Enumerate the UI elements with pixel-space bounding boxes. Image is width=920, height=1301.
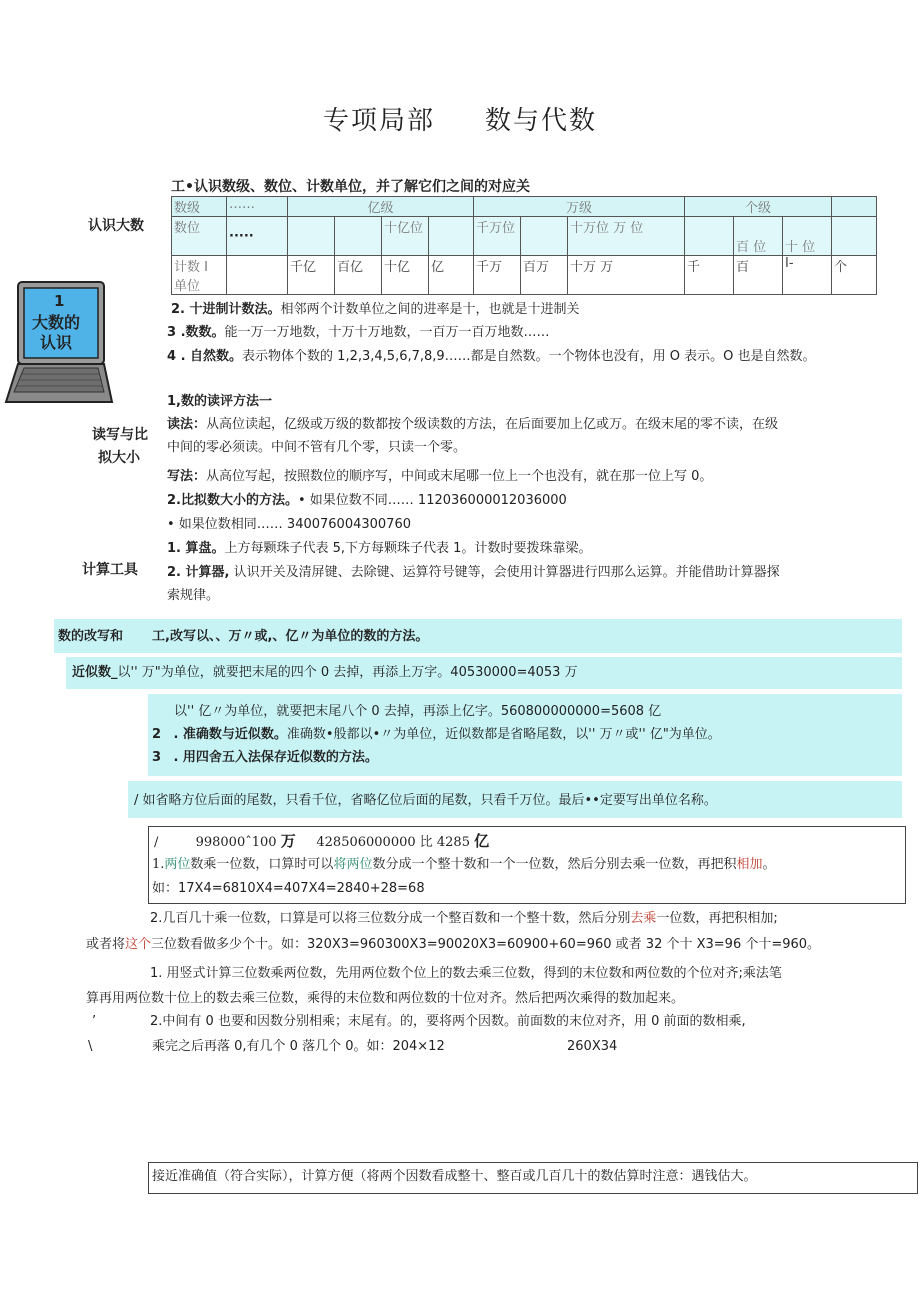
- box1-slash: /: [154, 835, 159, 850]
- approx-label: 近似数_: [72, 665, 118, 680]
- mult-para-2: [150, 908, 778, 930]
- number-units-table: [171, 196, 877, 295]
- table-cell: 百 位: [734, 217, 783, 256]
- tool-text: 认识开关及清屏键、去除键、运算符号键等，会使用计算器进行四那么运算。并能借助计算器探: [229, 565, 780, 580]
- mult-para-2-cont: [86, 934, 820, 956]
- table-cell: [227, 256, 288, 295]
- table-cell: 百万: [521, 256, 568, 295]
- compare-label: 2.比拟数大小的方法。: [167, 493, 298, 508]
- table-cell: 十万 万: [568, 256, 685, 295]
- table-row-label: 数位: [172, 217, 227, 256]
- title-left: 专项局部: [322, 106, 435, 136]
- table-cell: 十亿: [382, 256, 429, 295]
- box1-line-1: [154, 830, 489, 854]
- box1-unit: 万: [280, 832, 296, 850]
- write-text: 从高位写起，按照数位的顺序写，中间或末尾哪一位上一个也没有，就在那一位上写 0。: [206, 469, 713, 484]
- vertical-para-2-cont: 乘完之后再落 0,有几个 0 落几个 0。如：204×12: [152, 1039, 445, 1054]
- read-label: 读法：: [167, 417, 207, 432]
- mult-hl: 这个: [125, 937, 152, 952]
- item-text: 能一万一万地数，十万十万地数，一百万一百万地数……: [224, 325, 550, 340]
- vertical-para-1: 1. 用竖式计算三位数乘两位数，先用两位数个位上的数去乘三位数，得到的末位数和两位数的个位对齐;乘法笔: [150, 966, 782, 981]
- read-method: [167, 414, 778, 436]
- vertical-mark: ’: [92, 1014, 97, 1029]
- mult-text: 或者将: [86, 937, 126, 952]
- write-label: 写法：: [167, 469, 207, 484]
- table-cell: [832, 217, 877, 256]
- compare-method: [167, 490, 567, 512]
- item-label: 2. 十进制计数法。: [171, 302, 281, 317]
- vertical-mark-2: \: [88, 1039, 93, 1054]
- side-label-read-2: 拟大小: [98, 450, 140, 466]
- vertical-para-1-cont: 算再用两位数十位上的数去乘三位数，乘得的末位数和两位数的十位对齐。然后把两次乘得的数加起来。: [86, 991, 685, 1006]
- box1-num: 1.: [152, 857, 165, 872]
- laptop-illustration: [4, 280, 114, 410]
- mult-text: 三位数看做多少个十。如：320X3=960300X3=90020X3=60900+60=960 或者 32 个十 X3=96 个十=960。: [151, 937, 821, 952]
- mult-hl: 去乘: [630, 911, 657, 926]
- box1-hl: 将两位: [333, 857, 373, 872]
- table-cell: 百: [734, 256, 783, 295]
- item-text: 表示物体个数的 1,2,3,4,5,6,7,8,9……都是自然数。一个物体也没有，用 O 表示。O 也是自然数。: [242, 349, 816, 364]
- tool-abacus: [167, 538, 591, 560]
- table-header-cell: ……: [227, 197, 288, 217]
- box1-text: 。: [762, 857, 776, 872]
- item-number: 3: [152, 750, 162, 765]
- rewrite-label: 数的改写和: [58, 629, 124, 644]
- yi-line: 以'' 亿〃为单位，就要把末尾八个 0 去掉，再添上亿字。560800000000=5608 亿: [174, 704, 662, 719]
- box1-hl: 两位: [164, 857, 191, 872]
- estimate-text: 接近准确值（符合实际），计算方便（将两个因数看成整十、整百或几百几十的数估算时注意：遇钱估大。: [152, 1169, 757, 1184]
- mult-text: 一位数，再把积相加;: [656, 911, 778, 926]
- table-cell: [685, 217, 734, 256]
- table-header-cell: 亿级: [288, 197, 474, 217]
- item-label: . 准确数与近似数。: [173, 727, 287, 742]
- side-label-tools: 计算工具: [82, 562, 138, 578]
- write-method: [167, 466, 712, 488]
- approx-text: 以'' 万"为单位，就要把末尾的四个 0 去掉，再添上万字。40530000=4053 万: [117, 665, 578, 680]
- table-header-cell: 数级: [172, 197, 227, 217]
- intro-line: 工•认识数级、数位、计数单位，并了解它们之间的对应关: [171, 179, 530, 195]
- side-label-recognize: 认识大数: [88, 218, 144, 234]
- item-number: 2: [152, 727, 162, 742]
- table-header-cell: 个级: [685, 197, 832, 217]
- read-heading: 1,数的读评方法一: [167, 394, 272, 409]
- page-title: [0, 100, 920, 137]
- box1-line-2: [152, 854, 776, 876]
- title-right: 数与代数: [485, 106, 598, 136]
- omit-line: / 如省略方位后面的尾数，只看千位，省略亿位后面的尾数，只看千万位。最后••定要写出单位名称。: [134, 793, 717, 808]
- table-cell: 个: [832, 256, 877, 295]
- table-row-label: 计数 I 单位: [172, 256, 227, 295]
- vertical-example: 260X34: [567, 1039, 618, 1054]
- approx-line: [72, 662, 578, 684]
- tool-text: 上方每颗珠子代表 5,下方每颗珠子代表 1。计数时要拨珠靠梁。: [224, 541, 592, 556]
- box1-value: 428506000000 比 4285: [316, 835, 470, 850]
- table-cell: 千: [685, 256, 734, 295]
- rounding-method: [152, 747, 378, 769]
- table-cell: 十万位 万 位: [568, 217, 685, 256]
- box1-line-3: 如：17X4=6810X4=407X4=2840+28=68: [152, 881, 425, 896]
- read-method-cont: 中间的零必须读。中间不管有几个零，只读一个零。: [167, 440, 467, 455]
- tool-label: 1. 算盘。: [167, 541, 225, 556]
- mult-text: 2.几百几十乘一位数，口算是可以将三位数分成一个整百数和一个整十数，然后分别: [150, 911, 631, 926]
- table-header-cell: [832, 197, 877, 217]
- table-cell: ·····: [227, 217, 288, 256]
- item-label: 4 . 自然数。: [167, 349, 243, 364]
- item-label: 3 .数数。: [167, 325, 225, 340]
- box1-value: 998000ˆ100: [195, 835, 277, 850]
- table-cell: 千亿: [288, 256, 335, 295]
- tool-calculator-cont: 索规律。: [167, 588, 220, 603]
- tool-calculator: [167, 562, 780, 584]
- compare-method-2: • 如果位数相同…… 340076004300760: [167, 517, 411, 532]
- item-decimal-system: [171, 299, 580, 321]
- table-cell: I-: [783, 256, 832, 295]
- item-counting: [167, 322, 550, 344]
- laptop-screen-line-2: 大数的: [32, 313, 81, 332]
- vertical-para-2: 2.中间有 0 也要和因数分别相乘；末尾有。的，要将两个因数。前面数的末位对齐，用 0 前面的数相乘,: [150, 1014, 746, 1029]
- tool-label: 2. 计算器,: [167, 565, 230, 580]
- item-text: 准确数•般都以•〃为单位，近似数都是省略尾数，以'' 万〃或'' 亿"为单位。: [286, 727, 721, 742]
- side-label-read-1: 读写与比: [92, 427, 148, 443]
- box1-hl: 相加: [736, 857, 763, 872]
- item-text: 相邻两个计数单位之间的进率是十，也就是十进制关: [280, 302, 580, 317]
- table-cell: 十 位: [783, 217, 832, 256]
- item-natural-numbers: [167, 346, 816, 368]
- table-cell: [335, 217, 382, 256]
- table-cell: 千万: [474, 256, 521, 295]
- table-cell: 亿: [429, 256, 474, 295]
- table-cell: 千万位: [474, 217, 521, 256]
- box1-text: 数乘一位数，口算时可以: [190, 857, 334, 872]
- read-text: 从高位读起，亿级或万级的数都按个级读数的方法，在后面要加上亿或万。在级末尾的零不读，在级: [206, 417, 779, 432]
- accurate-approx: [152, 724, 721, 746]
- table-header-cell: 万级: [474, 197, 685, 217]
- item-label: . 用四舍五入法保存近似数的方法。: [173, 750, 378, 765]
- table-cell: 十亿位: [382, 217, 429, 256]
- rewrite-text: 工,改写以、、万〃或,、亿〃为单位的数的方法。: [152, 629, 429, 644]
- table-cell: [288, 217, 335, 256]
- table-cell: [521, 217, 568, 256]
- laptop-screen-line-1: 1: [54, 292, 65, 310]
- box1-unit: 亿: [474, 832, 490, 850]
- table-cell: 百亿: [335, 256, 382, 295]
- laptop-screen-line-3: 认识: [40, 333, 73, 352]
- compare-text: • 如果位数不同…… 112036000012036000: [297, 493, 567, 508]
- table-cell: [429, 217, 474, 256]
- box1-text: 数分成一个整十数和一个一位数，然后分别去乘一位数，再把积: [372, 857, 737, 872]
